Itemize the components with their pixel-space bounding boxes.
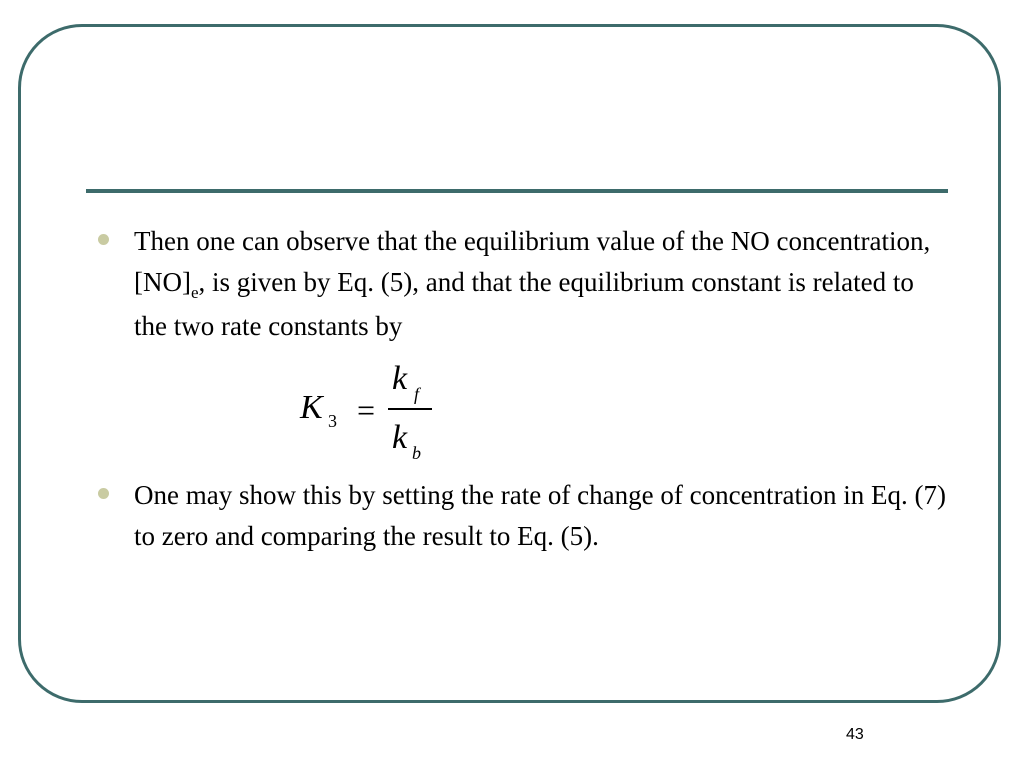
subscript-e: e [190,283,199,302]
bullet-text-part: Then one can observe that the equilibrium value of the NO concentration, [NO] [134,226,931,297]
equilibrium-constant-formula [300,362,440,472]
bullet-item [134,221,949,347]
formula-numerator-subscript: f [414,384,420,404]
formula-equals: = [357,392,376,428]
formula-lhs-subscript: 3 [328,411,337,431]
bullet-text: One may show this by setting the rate of change of concentration in Eq. (7) to zero and comparing the result to Eq. (5). [134,480,947,551]
bullet-item [134,475,949,557]
page-number: 43 [846,726,864,743]
formula-denominator: k [392,419,408,456]
bullet-dot-icon [98,488,109,499]
title-divider [86,189,948,193]
formula-denominator-subscript: b [412,443,421,463]
bullet-text-part: , is given by Eq. (5), and that the equilibrium constant is related to the two rate constants by [134,267,914,341]
slide-frame [18,24,1001,703]
bullet-dot-icon [98,234,109,245]
formula-numerator: k [392,360,408,397]
bullet-text [134,226,930,341]
formula-lhs: K [300,389,323,426]
fraction-bar [388,408,432,410]
